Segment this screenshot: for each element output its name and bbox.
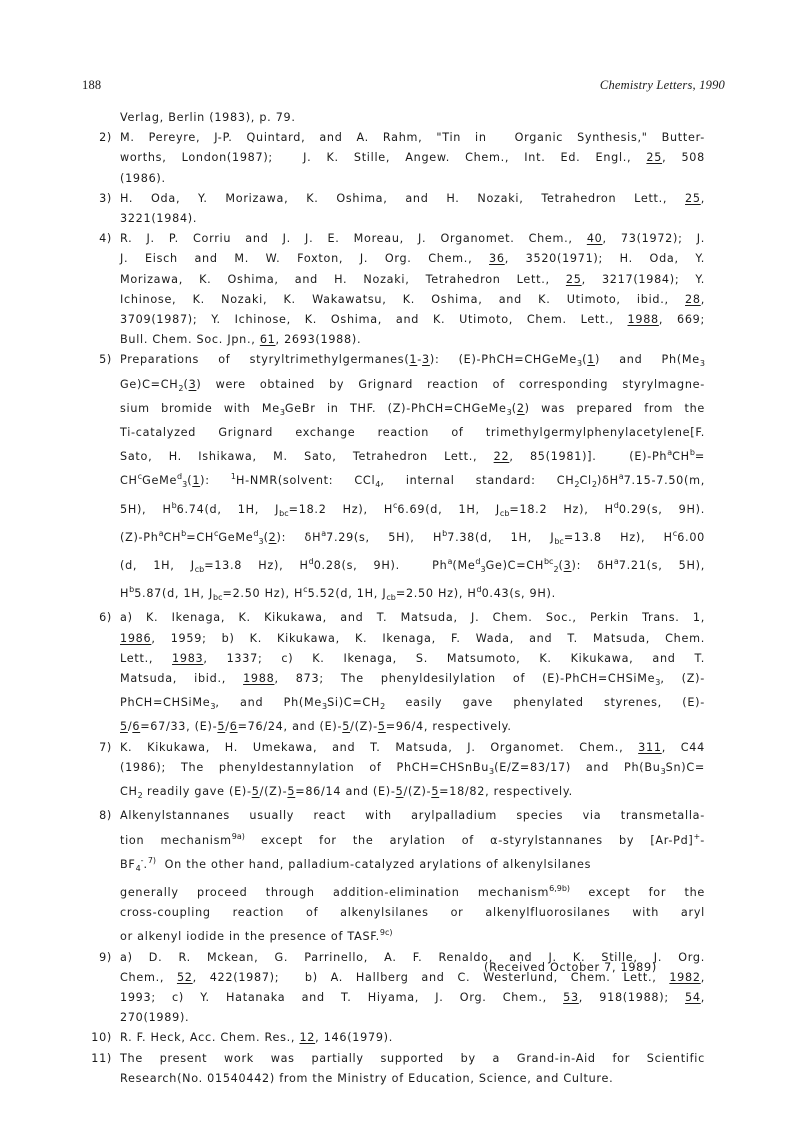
reference-number: 4) bbox=[99, 232, 112, 246]
reference-9: 9) a) D. R. Mckean, G. Parrinello, A. F. Renaldo, and J. K. Stille, J. Org. Chem., 52, 422(1987); b) A. Hallberg and C. Westerlund, Chem. Lett., 1982, 1993; c) Y. Hatanaka and T. Hiyama, J. Org. Chem., 53, 918(1988); 54, 270(1989). bbox=[0, 948, 705, 1029]
received-date: (Received October 7, 1989) bbox=[484, 961, 657, 974]
reference-5: 5) Preparations of styryltrimethylgermanes(1-3): (E)-PhCH=CHGeMe$_3$(1) and $Ph(Me_3$ $Ge)C=CH_2(3)$ were obtained by Grignard reaction of corresponding styrylmagne- sium bromide with $Me_3GeBr$ in THF. (Z)-PhCH=CHGeMe$_3$(2) was prepared from the Ti-catalyzed Grignard exchange reaction of trimethylgermylphenylacetylene[F. Sato, H. Ishikawa, M. Sato, Tetrahedron Lett., 22, 85(1981)]. $(E)-Ph^aCH^b=$ $CH^cGeMe^d_3(1)$: $^1$H-NMR(solvent: CCl$_4$, internal standard: $CH_2Cl_2)\delta H^a7.15-7.50(m$, 5H), $H^b6.74(d$, 1H, $J_{bc}=18.2$ Hz), $H^c6.69(d$, 1H, $J_{cb}=18.2$ Hz), $H^d0.29(s$, 9H). $(Z)-Ph^aCH^b=CH^cGeMe^d_3(2)$: $\delta H^a7.29(s$, 5H), $H^b7.38(d$, 1H, $J_{bc}=13.8$ Hz), $H^c6.00$ (d, 1H, $J_{cb}=13.8$ Hz), $H^d0.28(s$, 9H). $Ph^a(Me^d_3Ge)C=CH^{bc}_2(3)$: $\delta H^a7.21(s$, 5H), $H^b5.87(d$, 1H, $J_{bc}=2.50$ Hz), $H^c5.52(d$, 1H, $J_{cb}=2.50$ Hz), $H^d0.43(s$, 9H). bbox=[0, 350, 705, 608]
reference-number: 2) bbox=[99, 131, 112, 145]
reference-8: 8) Alkenylstannanes usually react with arylpalladium species via transmetalla- tion mechanism$^{9a)}$ except for the arylation of α-styrylstannanes by [Ar-Pd]+- $BF_4^-.^{7)}$ On the other hand, palladium-catalyzed arylations of alkenylsilanes generally proceed through addition-elimination mechanism$^{6,9b)}$ except for the cross-coupling reaction of alkenylsilanes or alkenylfluorosilanes with aryl or alkenyl iodide in the presence of TASF.$^{9c)}$ bbox=[0, 806, 705, 947]
reference-3: 3) H. Oda, Y. Morizawa, K. Oshima, and H. Nozaki, Tetrahedron Lett., 25, 3221(1984). bbox=[0, 189, 705, 229]
page-number: 188 bbox=[82, 78, 102, 92]
reference-4: 4) R. J. P. Corriu and J. J. E. Moreau, J. Organomet. Chem., 40, 73(1972); J. J. Eisch and M. W. Foxton, J. Org. Chem., 36, 3520(1971); H. Oda, Y. Morizawa, K. Oshima, and H. Nozaki, Tetrahedron Lett., 25, 3217(1984); Y. Ichinose, K. Nozaki, K. Wakawatsu, K. Oshima, and K. Utimoto, ibid., 28, 3709(1987); Y. Ichinose, K. Oshima, and K. Utimoto, Chem. Lett., 1988, 669; Bull. Chem. Soc. Jpn., 61, 2693(1988). bbox=[0, 229, 705, 350]
reference-2: 2) M. Pereyre, J-P. Quintard, and A. Rahm, "Tin in Organic Synthesis," Butter- worths, London(1987); J. K. Stille, Angew. Chem., Int. Ed. Engl., 25, 508 (1986). bbox=[0, 128, 705, 189]
references-list bbox=[0, 108, 793, 1089]
reference-number: 10) bbox=[91, 1031, 112, 1045]
reference-number: 9) bbox=[99, 950, 112, 964]
reference-number: 8) bbox=[99, 809, 112, 823]
reference-1-continued: Verlag, Berlin (1983), p. 79. bbox=[120, 111, 296, 124]
journal-header: Chemistry Letters, 1990 bbox=[599, 78, 725, 92]
reference-6: 6) a) K. Ikenaga, K. Kikukawa, and T. Matsuda, J. Chem. Soc., Perkin Trans. 1, 1986, 1959; b) K. Kikukawa, K. Ikenaga, F. Wada, and T. Matsuda, Chem. Lett., 1983, 1337; c) K. Ikenaga, S. Matsumoto, K. Kikukawa, and T. Matsuda, ibid., 1988, 873; The phenyldesilylation of (E)-PhCH=CHSiMe$_3$, (Z)- PhCH=CHSiMe$_3$, and $Ph(Me_3Si)C=CH_2$ easily gave phenylated styrenes, (E)- 5/6=67/33, (E)-5/6=76/24, and (E)-5/(Z)-5=96/4, respectively. bbox=[0, 608, 705, 737]
reference-11: 11) The present work was partially supported by a Grand-in-Aid for Scientific Research(No. 01540442) from the Ministry of Education, Science, and Culture. bbox=[0, 1049, 705, 1089]
reference-number: 5) bbox=[99, 353, 112, 367]
reference-number: 6) bbox=[99, 611, 112, 625]
reference-10: 10) R. F. Heck, Acc. Chem. Res., 12, 146(1979). bbox=[0, 1028, 705, 1048]
reference-number: 11) bbox=[91, 1051, 112, 1065]
reference-number: 3) bbox=[99, 191, 112, 205]
reference-7: 7) K. Kikukawa, H. Umekawa, and T. Matsuda, J. Organomet. Chem., 311, C44 (1986); The phenyldestannylation of PhCH=CHSnBu$_3$(E/Z=83/17) and $Ph(Bu_3Sn)C=$ $CH_2$ readily gave (E)-5/(Z)-5=86/14 and (E)-5/(Z)-5=18/82, respectively. bbox=[0, 738, 705, 807]
reference-number: 7) bbox=[99, 740, 112, 754]
